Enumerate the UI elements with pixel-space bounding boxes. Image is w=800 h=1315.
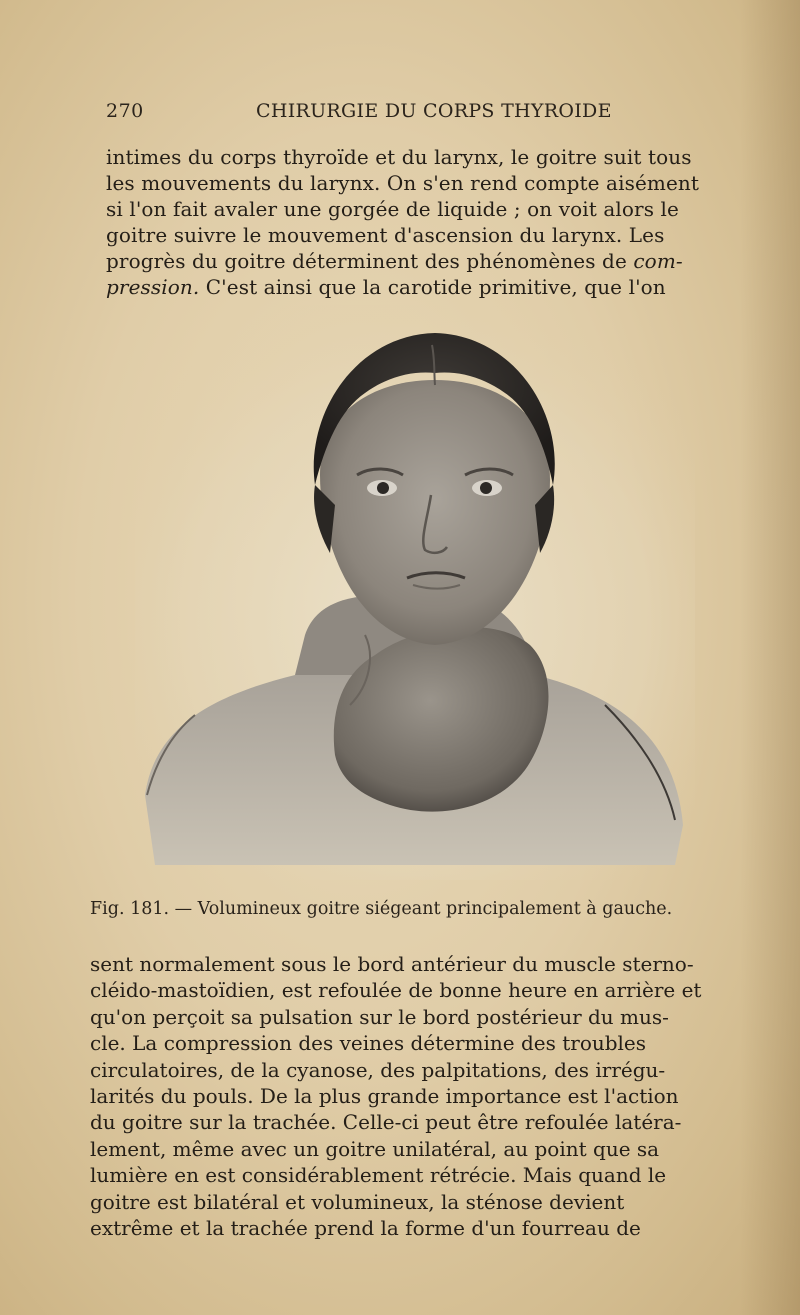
italic-word: pression.: [106, 275, 200, 299]
text-line: circulatoires, de la cyanose, des palpitations, des irrégu-: [90, 1057, 666, 1082]
text-line: cléido-mastoïdien, est refoulée de bonne heure en arrière et: [90, 978, 702, 1003]
page-number: 270: [106, 100, 144, 122]
text-line: cle. La compression des veines détermine des troubles: [90, 1031, 647, 1056]
text-line: extrême et la trachée prend la forme d'un fourreau de: [90, 1216, 641, 1241]
text-line: goitre suivre le mouvement d'ascension du larynx. Les: [106, 223, 665, 247]
text-line: sent normalement sous le bord antérieur du muscle sterno-: [90, 952, 694, 976]
running-head: [106, 100, 756, 130]
text-line: lement, même avec un goitre unilatéral, au point que sa: [90, 1136, 660, 1161]
text-line: goitre est bilatéral et volumineux, la sténose devient: [90, 1189, 625, 1214]
text-line: [106, 248, 756, 274]
paragraph-top: [106, 144, 756, 300]
paragraph-bottom: [90, 951, 758, 1241]
text-line: larités du pouls. De la plus grande importance est l'action: [90, 1084, 679, 1109]
text-line: si l'on fait avaler une gorgée de liquide ; on voit alors le: [106, 197, 679, 221]
text-line-part: C'est ainsi que la carotide primitive, que l'on: [199, 275, 666, 299]
text-line: qu'on perçoit sa pulsation sur le bord postérieur du mus-: [90, 1004, 669, 1029]
text-line-part: progrès du goitre déterminent des phénomènes de: [106, 249, 627, 273]
italic-word: com-: [633, 249, 683, 273]
text-line: [106, 274, 756, 300]
text-line: les mouvements du larynx. On s'en rend compte aisément: [106, 171, 699, 195]
text-line: lumière en est considérablement rétrécie. Mais quand le: [90, 1163, 667, 1188]
text-line: intimes du corps thyroïde et du larynx, le goitre suit tous: [106, 145, 692, 169]
running-title: CHIRURGIE DU CORPS THYROIDE: [256, 100, 612, 122]
figure-caption: Fig. 181. — Volumineux goitre siégeant principalement à gauche.: [90, 899, 673, 919]
portrait-photograph: [135, 305, 695, 880]
text-line: du goitre sur la trachée. Celle-ci peut être refoulée latéra-: [90, 1110, 682, 1135]
